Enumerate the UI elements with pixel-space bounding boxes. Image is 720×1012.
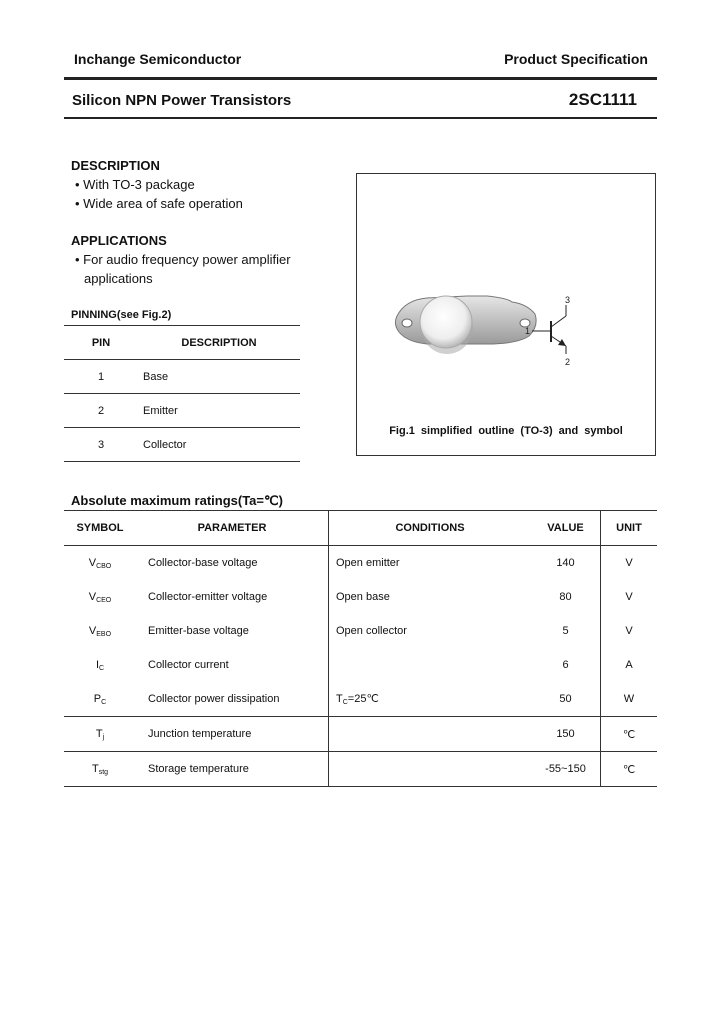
value-cell: 150: [531, 717, 601, 752]
value-cell: 80: [559, 591, 572, 603]
pin-description: Emitter: [138, 394, 300, 428]
npn-transistor-symbol-icon: [532, 305, 566, 354]
pin-description: Base: [138, 360, 300, 394]
pinning-title: PINNING(see Fig.2): [71, 309, 172, 321]
symbol-cell: [64, 614, 136, 648]
unit-cell: V: [601, 580, 658, 614]
symbol-subscript: C: [101, 698, 107, 706]
table-row: [64, 648, 657, 682]
to3-package-image: [395, 296, 536, 354]
parameter-cell: Collector power dissipation: [148, 693, 280, 705]
unit-cell: V: [601, 546, 658, 581]
value-cell: 5: [562, 625, 569, 637]
symbol-text: V: [88, 590, 97, 603]
table-row: [64, 717, 657, 752]
table-row: [64, 546, 657, 581]
unit-cell: V: [601, 614, 658, 648]
applications-item: applications: [84, 271, 153, 286]
symbol-text: P: [93, 692, 102, 705]
unit-cell: ℃: [601, 752, 658, 787]
ratings-header-row: [64, 511, 657, 546]
symbol-cell: [64, 682, 136, 717]
value-cell: 140: [556, 557, 575, 569]
title-rule: [64, 117, 657, 119]
parameter-cell: Collector current: [148, 659, 229, 671]
unit-cell: ℃: [601, 717, 658, 752]
header-rule: [64, 77, 657, 80]
parameter-cell: Storage temperature: [136, 752, 329, 787]
pinning-header-row: [64, 326, 300, 360]
description-header: DESCRIPTION: [138, 326, 300, 360]
figure-caption: Fig.1 simplified outline (TO-3) and symbol: [389, 425, 623, 437]
conditions-cell: Open emitter: [329, 546, 532, 581]
description-item: • Wide area of safe operation: [75, 196, 243, 211]
value-header: VALUE: [531, 511, 601, 546]
table-row: [64, 614, 657, 648]
description-item: • With TO-3 package: [75, 177, 195, 192]
conditions-cell: [329, 752, 532, 787]
parameter-cell: Collector-base voltage: [148, 557, 258, 569]
pin-header: PIN: [64, 326, 138, 360]
value-cell: 6: [562, 659, 569, 671]
conditions-cell: [329, 648, 532, 682]
symbol-header: SYMBOL: [64, 511, 136, 546]
pin-label-3: 3: [565, 295, 571, 305]
parameter-cell: Junction temperature: [136, 717, 329, 752]
pin-number: 2: [64, 394, 138, 428]
applications-item: • For audio frequency power amplifier: [75, 252, 291, 267]
parameter-cell: Collector-emitter voltage: [148, 591, 268, 603]
symbol-text: I: [95, 658, 99, 671]
table-row: [64, 682, 657, 717]
pin-number: 1: [64, 360, 138, 394]
table-row: [64, 580, 657, 614]
unit-header: UNIT: [601, 511, 658, 546]
symbol-text: T: [95, 727, 103, 740]
symbol-text: T: [91, 762, 99, 775]
applications-title: APPLICATIONS: [71, 233, 167, 248]
symbol-subscript: CEO: [96, 596, 112, 604]
ratings-table: [64, 510, 657, 787]
pin-description: Collector: [138, 428, 300, 462]
figure-drawing: [357, 174, 655, 455]
unit-cell: W: [601, 682, 658, 717]
symbol-subscript: C: [99, 664, 105, 672]
condition-text: T: [336, 693, 343, 705]
pin-label-1: 1: [525, 326, 531, 336]
conditions-header: CONDITIONS: [329, 511, 532, 546]
pin-label-2: 2: [565, 357, 571, 367]
table-row: [64, 428, 300, 462]
pin-number: 3: [64, 428, 138, 462]
symbol-subscript: stg: [98, 768, 109, 776]
symbol-subscript: j: [102, 733, 105, 741]
ratings-title: Absolute maximum ratings(Ta=℃): [71, 493, 283, 508]
description-title: DESCRIPTION: [71, 158, 160, 173]
symbol-text: V: [88, 556, 97, 569]
symbol-cell: [64, 648, 136, 682]
symbol-text: V: [88, 624, 97, 637]
part-number: 2SC1111: [568, 90, 637, 109]
parameter-cell: Emitter-base voltage: [148, 625, 249, 637]
value-cell: -55~150: [531, 752, 601, 787]
condition-rest: =25℃: [347, 693, 379, 705]
conditions-cell: [329, 682, 532, 717]
conditions-cell: Open collector: [329, 614, 532, 648]
company-name: Inchange Semiconductor: [74, 51, 242, 67]
pinning-table: [64, 325, 300, 462]
condition-subscript: C: [342, 699, 348, 706]
symbol-cell: [64, 752, 136, 787]
table-row: [64, 394, 300, 428]
product-line: Silicon NPN Power Transistors: [72, 92, 292, 109]
value-cell: 50: [559, 693, 572, 705]
symbol-cell: [64, 717, 136, 752]
figure-box: [356, 173, 656, 456]
symbol-subscript: EBO: [96, 630, 112, 638]
doc-type: Product Specification: [504, 51, 648, 67]
conditions-cell: [329, 717, 532, 752]
table-row: [64, 752, 657, 787]
parameter-header: PARAMETER: [136, 511, 329, 546]
symbol-cell: [64, 546, 136, 581]
symbol-subscript: CBO: [96, 562, 112, 570]
conditions-cell: Open base: [329, 580, 532, 614]
symbol-cell: [64, 580, 136, 614]
table-row: [64, 360, 300, 394]
unit-cell: A: [601, 648, 658, 682]
